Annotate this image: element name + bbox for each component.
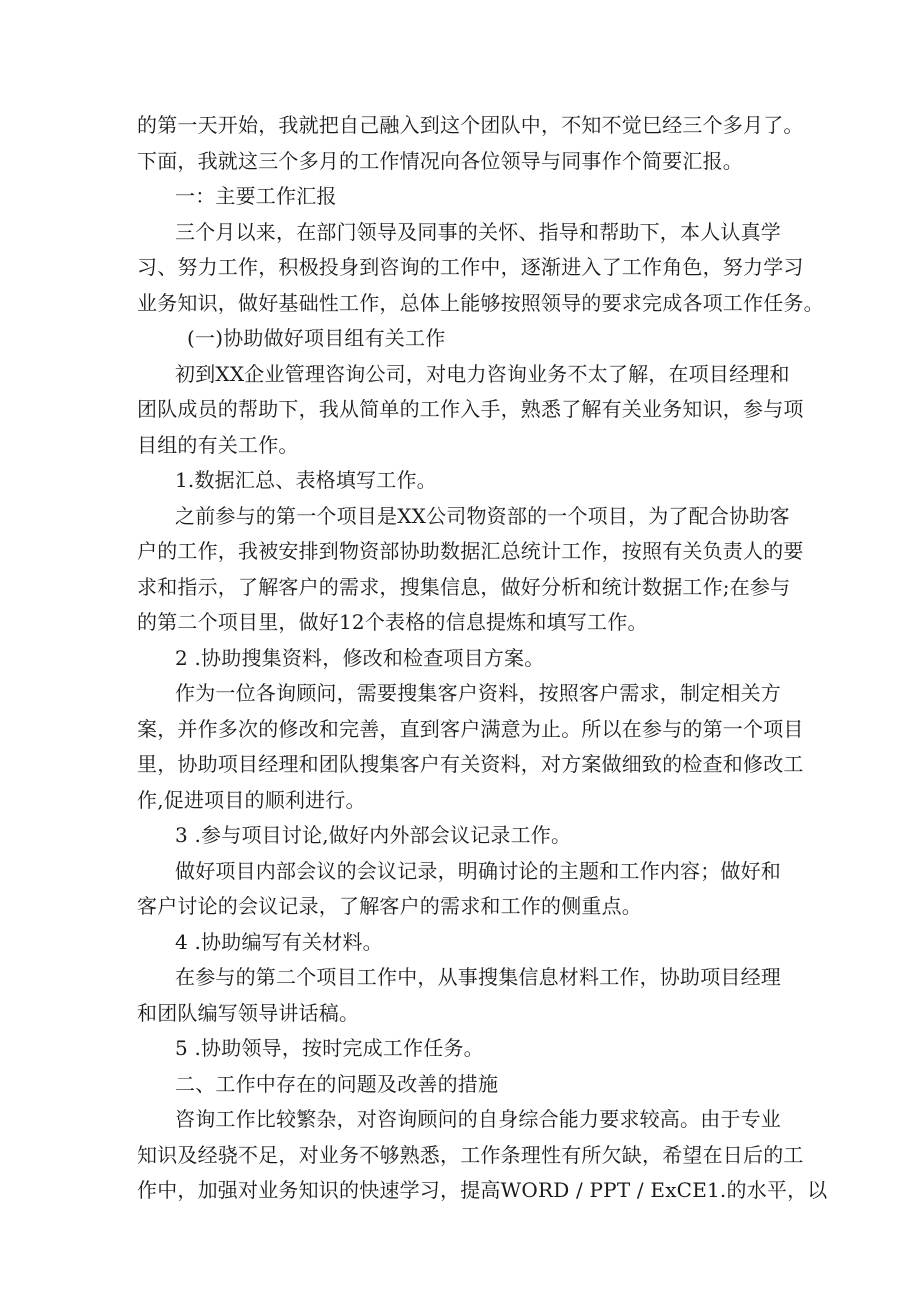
text-line: 业务知识，做好基础性工作，总体上能够按照领导的要求完成各项工作任务。 [137,290,824,315]
text-line: 客户讨论的会议记录，了解客户的需求和工作的侧重点。 [137,894,642,918]
text-line: 户的工作，我被安排到物资部协助数据汇总统计工作，按照有关负责人的要 [137,539,804,563]
section-heading: 二、工作中存在的问题及改善的措施 [175,1071,499,1096]
text-line: 的第一天开始，我就把自己融入到这个团队中，不知不觉巳经三个多月了。 [137,113,804,137]
list-item-heading: 2 .协助搜集资料，修改和检查项目方案。 [175,645,545,670]
text-line: 的第二个项目里，做好12个表格的信息提炼和填写工作。 [137,610,648,634]
list-item-heading: 3 .参与项目讨论,做好内外部会议记录工作。 [175,823,572,847]
paragraph-first-line: 之前参与的第一个项目是XX公司物资部的一个项目，为了配合协助客 [175,503,790,528]
paragraph-first-line: 在参与的第二个项目工作中，从事搜集信息材料工作，协助项目经理 [175,965,781,989]
text-line: 团队成员的帮助下，我从简单的工作入手，熟悉了解有关业务知识，参与项 [137,397,804,421]
paragraph-first-line: 作为一位各询顾问，需要搜集客户资料，按照客户需求，制定相关方 [175,681,781,705]
text-line: 作中，加强对业务知识的快速学习，提高WORD / PPT / ExCE1.的水平，以 [137,1178,828,1202]
report-body [137,108,828,1209]
text-line: 习、努力工作，积极投身到咨询的工作中，逐渐进入了工作角色，努力学习 [137,255,804,279]
text-line: 里，协助项目经理和团队搜集客户有关资料，对方案做细致的检查和修改工 [137,752,804,776]
text-line: 作,促进项目的顺利进行。 [137,787,366,812]
text-line: 下面，我就这三个多月的工作情况向各位领导与同事作个简要汇报。 [137,148,743,173]
list-item-heading: 4 .协助编写有关材料。 [175,929,383,954]
text-line: 和团队编写领导讲话稿。 [137,1000,360,1025]
paragraph-first-line: 三个月以来，在部门领导及同事的关怀、指导和帮助下，本人认真学 [175,219,781,244]
section-heading: 一：主要工作汇报 [175,184,337,208]
text-line: 求和指示，了解客户的需求，搜集信息，做好分析和统计数据工作;在参与 [137,574,791,599]
paragraph-first-line: 初到XX企业管理咨询公司，对电力咨询业务不太了解，在项目经理和 [175,361,790,386]
paragraph-first-line: 咨询工作比较繁杂，对咨询顾问的自身综合能力要求较高。由于专业 [175,1107,781,1131]
subsection-heading: (一)协助做好项目组有关工作 [187,326,446,350]
paragraph-first-line: 做好项目内部会议的会议记录，明确讨论的主题和工作内容；做好和 [175,858,781,883]
text-line: 目组的有关工作。 [137,432,299,457]
text-line: 知识及经骁不足，对业务不够熟悉，工作条理性有所欠缺，希望在日后的工 [137,1142,804,1167]
text-line: 案，并作多次的修改和完善，直到客户满意为止。所以在参与的第一个项目 [137,716,804,741]
list-item-heading: 5 .协助领导，按时完成工作任务。 [175,1036,484,1060]
list-item-heading: 1.数据汇总、表格填写工作。 [175,468,437,492]
